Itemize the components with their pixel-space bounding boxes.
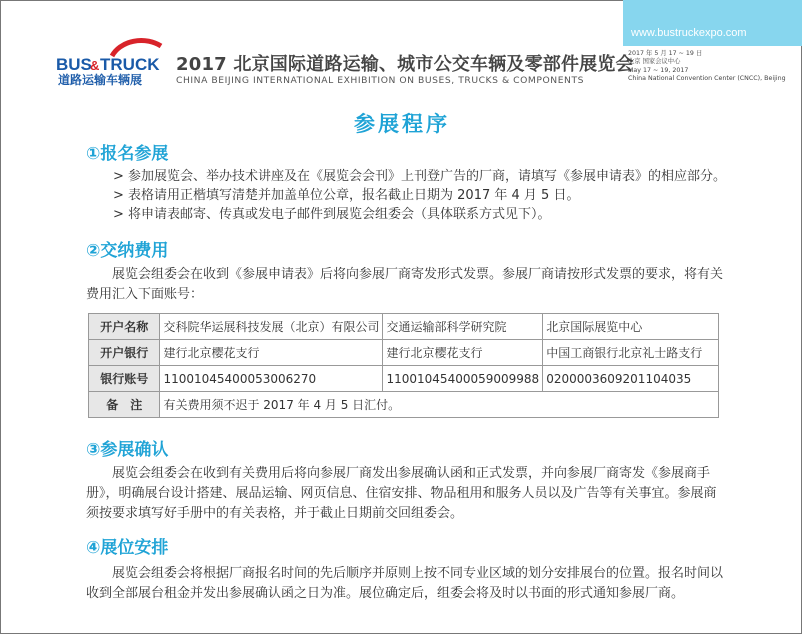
section-title-registration: ①报名参展	[86, 144, 169, 164]
table-cell: 0200003609201104035	[543, 366, 719, 392]
table-cell: 11001045400053006270	[160, 366, 383, 392]
booth-text: 展览会组委会将根据厂商报名时间的先后顺序并原则上按不同专业区域的划分安排展台的位置。报名时间以收到全部展台租金并发出参展确认函之日为准。展位确定后，组委会将及时以书面的形式通知参展厂商。	[86, 566, 724, 601]
payment-text: 展览会组委会在收到《参展申请表》后将向参展厂商寄发形式发票。参展厂商请按形式发票的要求，将有关费用汇入下面账号：	[86, 267, 724, 302]
table-row	[89, 340, 719, 366]
info-line: 2017 年 5 月 17 ~ 19 日	[628, 50, 703, 57]
table-cell: 中国工商银行北京礼士路支行	[543, 340, 719, 366]
svg-text:TRUCK: TRUCK	[100, 55, 160, 74]
row-header: 银行账号	[89, 366, 160, 392]
table-cell: 建行北京樱花支行	[383, 340, 543, 366]
svg-text:BUS: BUS	[56, 55, 92, 74]
url-banner	[623, 0, 802, 46]
row-header: 备 注	[89, 392, 160, 418]
section-title-payment: ②交纳费用	[86, 241, 169, 261]
payment-paragraph	[86, 265, 726, 305]
section-title-booth-allocation: ④展位安排	[86, 538, 169, 558]
website-link[interactable]: www.bustruckexpo.com	[631, 27, 747, 39]
info-line: May 17 ~ 19, 2017	[628, 66, 689, 74]
table-row	[89, 314, 719, 340]
svg-text:道路运输车辆展: 道路运输车辆展	[58, 73, 143, 86]
expo-logo	[56, 26, 168, 86]
list-item: > 将申请表邮寄、传真或发电子邮件到展览会组委会（具体联系方式见下）。	[113, 207, 551, 222]
expo-title-en: CHINA BEIJING INTERNATIONAL EXHIBITION ON BUSES, TRUCKS & COMPONENTS	[176, 75, 585, 86]
table-cell: 交通运输部科学研究院	[383, 314, 543, 340]
logo-graphic	[56, 26, 168, 86]
row-header: 开户名称	[89, 314, 160, 340]
expo-title-cn: 2017 北京国际道路运输、城市公交车辆及零部件展览会	[176, 54, 634, 75]
booth-paragraph	[86, 564, 726, 604]
list-item: > 参加展览会、举办技术讲座及在《展览会会刊》上刊登广告的厂商，请填写《参展申请表》的相应部分。	[113, 169, 727, 184]
table-cell: 11001045400059009988	[383, 366, 543, 392]
confirmation-text: 展览会组委会在收到有关费用后将向参展厂商发出参展确认函和正式发票，并向参展厂商寄发《参展商手册》，明确展台设计搭建、展品运输、网页信息、住宿安排、物品租用和服务人员以及广告等有关事宜。参展商须按要求填写好手册中的有关表格，并于截止日期前交回组委会。	[86, 466, 717, 521]
expo-date-venue	[628, 50, 786, 84]
row-header: 开户银行	[89, 340, 160, 366]
info-line: China National Convention Center (CNCC), Beijing	[628, 75, 786, 83]
table-row	[89, 366, 719, 392]
table-cell: 建行北京樱花支行	[160, 340, 383, 366]
table-cell: 北京国际展览中心	[543, 314, 719, 340]
note-cell: 有关费用须不迟于 2017 年 4 月 5 日汇付。	[160, 392, 719, 418]
confirmation-paragraph	[86, 464, 726, 524]
info-line: 北京 国家会议中心	[628, 58, 681, 66]
svg-text:&: &	[90, 58, 100, 73]
payment-account-table	[88, 313, 719, 418]
table-row	[89, 392, 719, 418]
registration-list	[113, 167, 726, 224]
list-item: > 表格请用正楷填写清楚并加盖单位公章，报名截止日期为 2017 年 4 月 5 日。	[113, 188, 580, 203]
table-cell: 交科院华运展科技发展（北京）有限公司	[160, 314, 383, 340]
section-title-confirmation: ③参展确认	[86, 440, 169, 460]
document-title: 参展程序	[354, 112, 450, 136]
